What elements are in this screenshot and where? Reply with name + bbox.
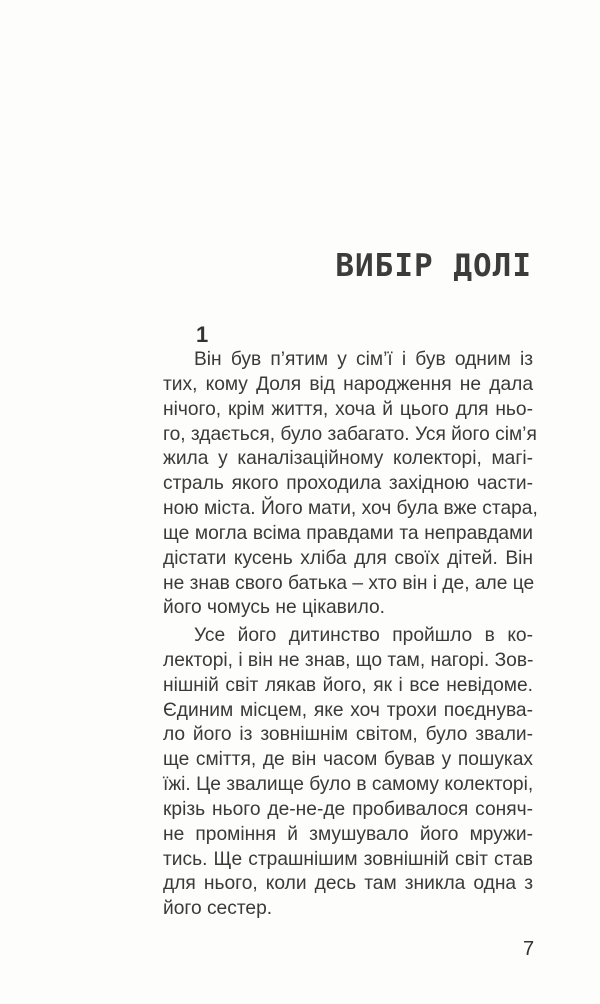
- text-line: крізь нього де-не-де пробивалося соняч-: [163, 798, 533, 820]
- text-line: Єдиним місцем, яке хоч трохи поєднува-: [163, 699, 533, 721]
- text-line: тись. Ще страшнішим зовнішній світ став: [163, 848, 533, 870]
- text-line: го, здається, було забагато. Уся його сім’я: [163, 423, 537, 445]
- text-line: ною міста. Його мати, хоч була вже стара,: [163, 498, 538, 520]
- paragraph-1: [163, 348, 538, 621]
- text-line: його сестер.: [163, 898, 273, 920]
- text-line: лекторі, і він не знав, що там, нагорі. Зов-: [163, 649, 534, 671]
- text-line: жила у каналізаційному колекторі, магі-: [163, 448, 533, 470]
- text-line: Він був п’ятим у сім’ї і був одним із: [194, 349, 533, 370]
- text-line: нішній світ лякав його, як і все невідоме.: [163, 674, 533, 696]
- text-line: нічого, крім життя, хоча й цього для ньо-: [163, 398, 533, 420]
- text-line: для нього, коли десь там зникла одна з: [163, 873, 533, 895]
- chapter-title: ВИБІР ДОЛІ: [335, 248, 532, 284]
- page-number: 7: [523, 938, 535, 960]
- text-line: тих, кому Доля від народження не дала: [163, 373, 533, 395]
- text-line: не знав свого батька – хто він і де, але це: [163, 572, 535, 594]
- text-line: дістати кусень хліба для своїх дітей. Він: [163, 547, 533, 569]
- text-line: ще сміття, де він часом бував у пошуках: [163, 749, 533, 771]
- paragraph-2: [163, 624, 533, 922]
- text-line: не проміння й змушувало його мружи-: [163, 823, 533, 845]
- text-line: ще могла всіма правдами та неправдами: [163, 522, 533, 544]
- text-line: Усе його дитинство пройшло в ко-: [194, 625, 533, 646]
- section-number: 1: [196, 322, 209, 347]
- text-line: ло його із зовнішнім світом, було звали-: [163, 724, 533, 746]
- text-line: його чомусь не цікавило.: [163, 597, 386, 619]
- text-line: їжі. Це звалище було в самому колекторі,: [163, 774, 534, 796]
- text-line: страль якого проходила західною части-: [163, 473, 533, 495]
